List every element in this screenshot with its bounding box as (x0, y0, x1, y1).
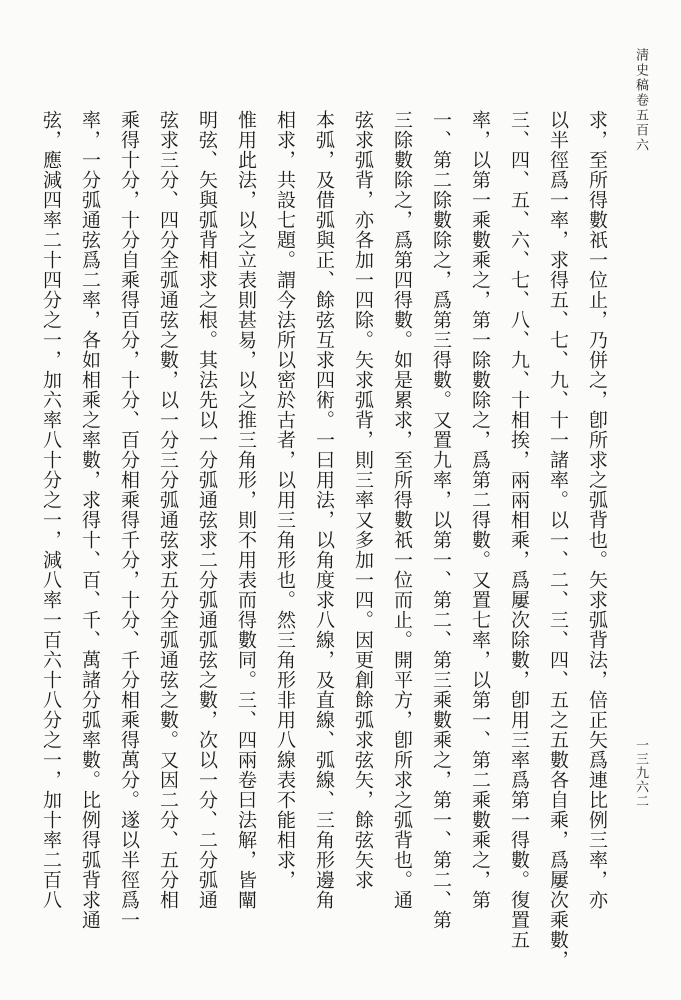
text-column: 率，一分弧通弦爲二率，各如相乘之率數，求得十、百、千、萬諸分弧率數。比例得弧背求通 (79, 110, 101, 930)
text-column: 相求，共設七題。謂今法所以密於古者，以用三角形也。然三角形非用八線表不能相求， (274, 110, 296, 890)
page-number: 一三九六二 (633, 738, 648, 808)
text-column: 求，至所得數祇一位止，乃併之，卽所求之弧背也。矢求弧背法，倍正矢爲連比例三率，亦 (586, 110, 608, 910)
text-column: 乘得十分，十分自乘得百分，十分、百分相乘得千分，十分、千分相乘得萬分。遂以半徑爲一 (118, 110, 140, 930)
text-column: 三除數除之，爲第四得數。如是累求，至所得數祇一位而止。開平方，卽所求之弧背也。通 (391, 110, 413, 910)
text-column: 明弦、矢與弧背相求之根。其法先以一分弧通弦求二分弧通弧弦之數，次以一分、二分弧通 (196, 110, 218, 910)
text-column: 本弧，及借弧與正、餘弦互求四術。一曰用法，以角度求八線，及直線、弧線、三角形邊角 (313, 110, 335, 910)
vertical-text-block (40, 110, 616, 970)
text-column: 以半徑爲一率，求得五、七、九、十一諸率。以一、二、三、四、五之五數各自乘，爲屢次乘數， (547, 110, 569, 970)
text-column: 弦，應減四率二十四分之一，加六率八十分之一，減八率一百六十八分之一，加十率二百八 (40, 110, 62, 910)
text-column: 三、四、五、六、七、八、九、十相挨，兩兩相乘，爲屢次除數，卽用三率爲第一得數。復置五 (508, 110, 530, 950)
text-column: 惟用此法，以之立表則甚易，以之推三角形，則不用表而得數同。三、四兩卷曰法解，皆闡 (235, 110, 257, 910)
text-column: 弦求三分、四分全弧通弦之數，以一分三分弧通弦求五分全弧通弦之數。又因二分、五分相 (157, 110, 179, 910)
text-column: 率，以第一乘數乘之，第一除數除之，爲第二得數。又置七率，以第一、第二乘數乘之，第 (469, 110, 491, 910)
text-column: 弦求弧背，亦各加一四除。矢求弧背，則三率又多加一四。因更創餘弧求弦矢，餘弦矢求 (352, 110, 374, 890)
running-head: 淸史稿卷五百六 (633, 48, 648, 153)
text-column: 一、第二除數除之，爲第三得數。又置九率，以第一、第二、第三乘數乘之，第一、第二、第 (430, 110, 452, 930)
